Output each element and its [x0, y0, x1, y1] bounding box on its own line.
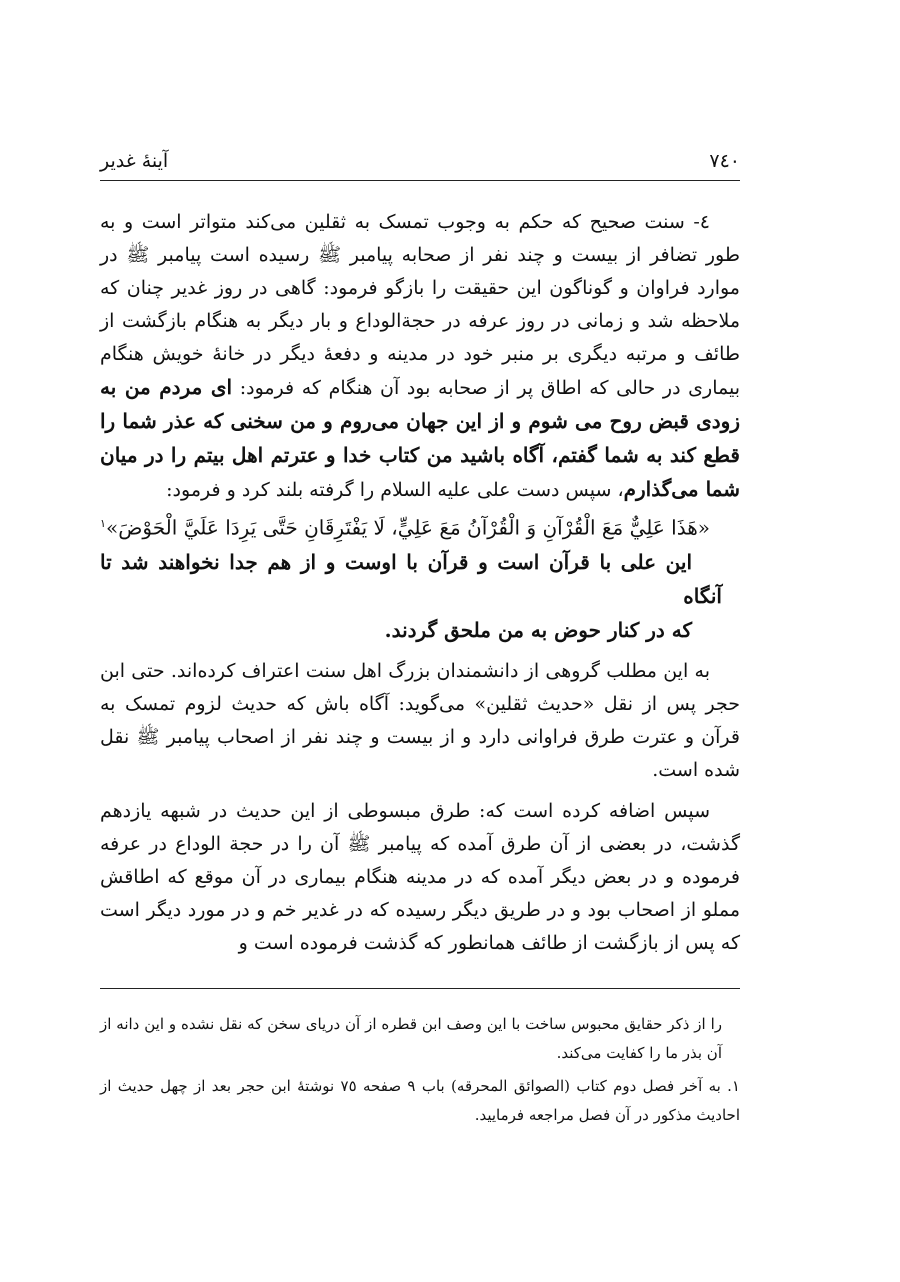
paragraph-1: [100, 206, 740, 507]
translation-line-2: که در کنار حوض به من ملحق گردند.: [384, 617, 692, 642]
footnote-continued: را از ذکر حقایق محبوس ساخت با این وصف ابن قطره از آن دریای سخن که نقل نشده و این دانه از آن بذر ما را کفایت می‌کند.: [100, 1015, 722, 1062]
footnote-marker: ١: [100, 517, 106, 530]
main-text: [100, 206, 740, 960]
hadith-translation: [100, 545, 740, 647]
paragraph-1-quote-bold: ای مردم من به زودی قبض روح می شوم و از این جهان می‌روم و من سخنی که عذر شما را قطع کند به شما گفتم، آگاه باشید من کتاب خدا و عترتم اهل بیتم را در میان شما می‌گذارم: [100, 375, 740, 501]
footnote-1: ١. به آخر فصل دوم کتاب (الصوائق المحرقه) باب ٩ صفحه ٧٥ نوشتهٔ ابن حجر بعد از چهل حدیث از احادیث مذکور در آن فصل مراجعه فرمایید.: [100, 1077, 740, 1124]
arabic-hadith-text: «هَذَا عَلِيٌّ مَعَ الْقُرْآنِ وَ الْقُرْآنُ مَعَ عَلِيٍّ، لَا يَفْتَرِقَانِ حَتَّى يَرِدَا عَلَيَّ الْحَوْضَ»: [105, 515, 710, 540]
paragraph-3: سپس اضافه کرده است که: طرق مبسوطی از این حدیث در شبهه یازدهم گذشت، در بعضی از آن طرق آمده که پیامبر ﷺ آن را در حجة الوداع در عرفه فرموده و در بعض دیگر آمده که در مدینه هنگام بیماری در آن موقع که اطاقش مملو از اصحاب بود و در طریق دیگر رسیده که در غدیر خم و در مورد دیگر است که پس از بازگشت از طائف همانطور که گذشت فرموده است و: [100, 799, 740, 954]
arabic-hadith: [100, 507, 740, 545]
footnotes: [100, 1010, 740, 1134]
translation-line-1: این علی با قرآن است و قرآن با اوست و از هم جدا نخواهند شد تا آنگاه: [100, 549, 722, 608]
book-title: آینهٔ غدیر: [100, 150, 169, 172]
header-divider: [100, 180, 740, 181]
paragraph-1-intro: ٤- سنت صحیح که حکم به وجوب تمسک به ثقلین می‌کند متواتر است و به طور تضافر از بیست و چند نفر از صحابه پیامبر ﷺ رسیده است پیامبر ﷺ در موارد فراوان و گوناگون این حقیقت را بازگو فرمود: گاهی در روز غدیر چنان که ملاحظه شد و زمانی در روز عرفه در حجةالوداع و بار دیگر به هنگام بازگشت از طائف و مرتبه دیگری بر منبر خود در مدینه و دفعهٔ دیگر در خانهٔ خویش هنگام بیماری در حالی که اطاق پر از صحابه بود آن هنگام که فرمود:: [100, 211, 740, 399]
paragraph-2: به این مطلب گروهی از دانشمندان بزرگ اهل سنت اعتراف کرده‌اند. حتی ابن حجر پس از نقل «حدیث ثقلین» می‌گوید: آگاه باش که حدیث لزوم تمسک به قرآن و عترت طرق فراوانی دارد و از بیست و چند نفر از اصحاب پیامبر ﷺ نقل شده است.: [100, 659, 740, 781]
running-header: [100, 146, 740, 176]
footnote-divider: [100, 988, 740, 989]
paragraph-1-end: ، سپس دست علی علیه السلام را گرفته بلند کرد و فرمود:: [166, 479, 624, 501]
page-number: ٧٤٠: [709, 150, 740, 172]
